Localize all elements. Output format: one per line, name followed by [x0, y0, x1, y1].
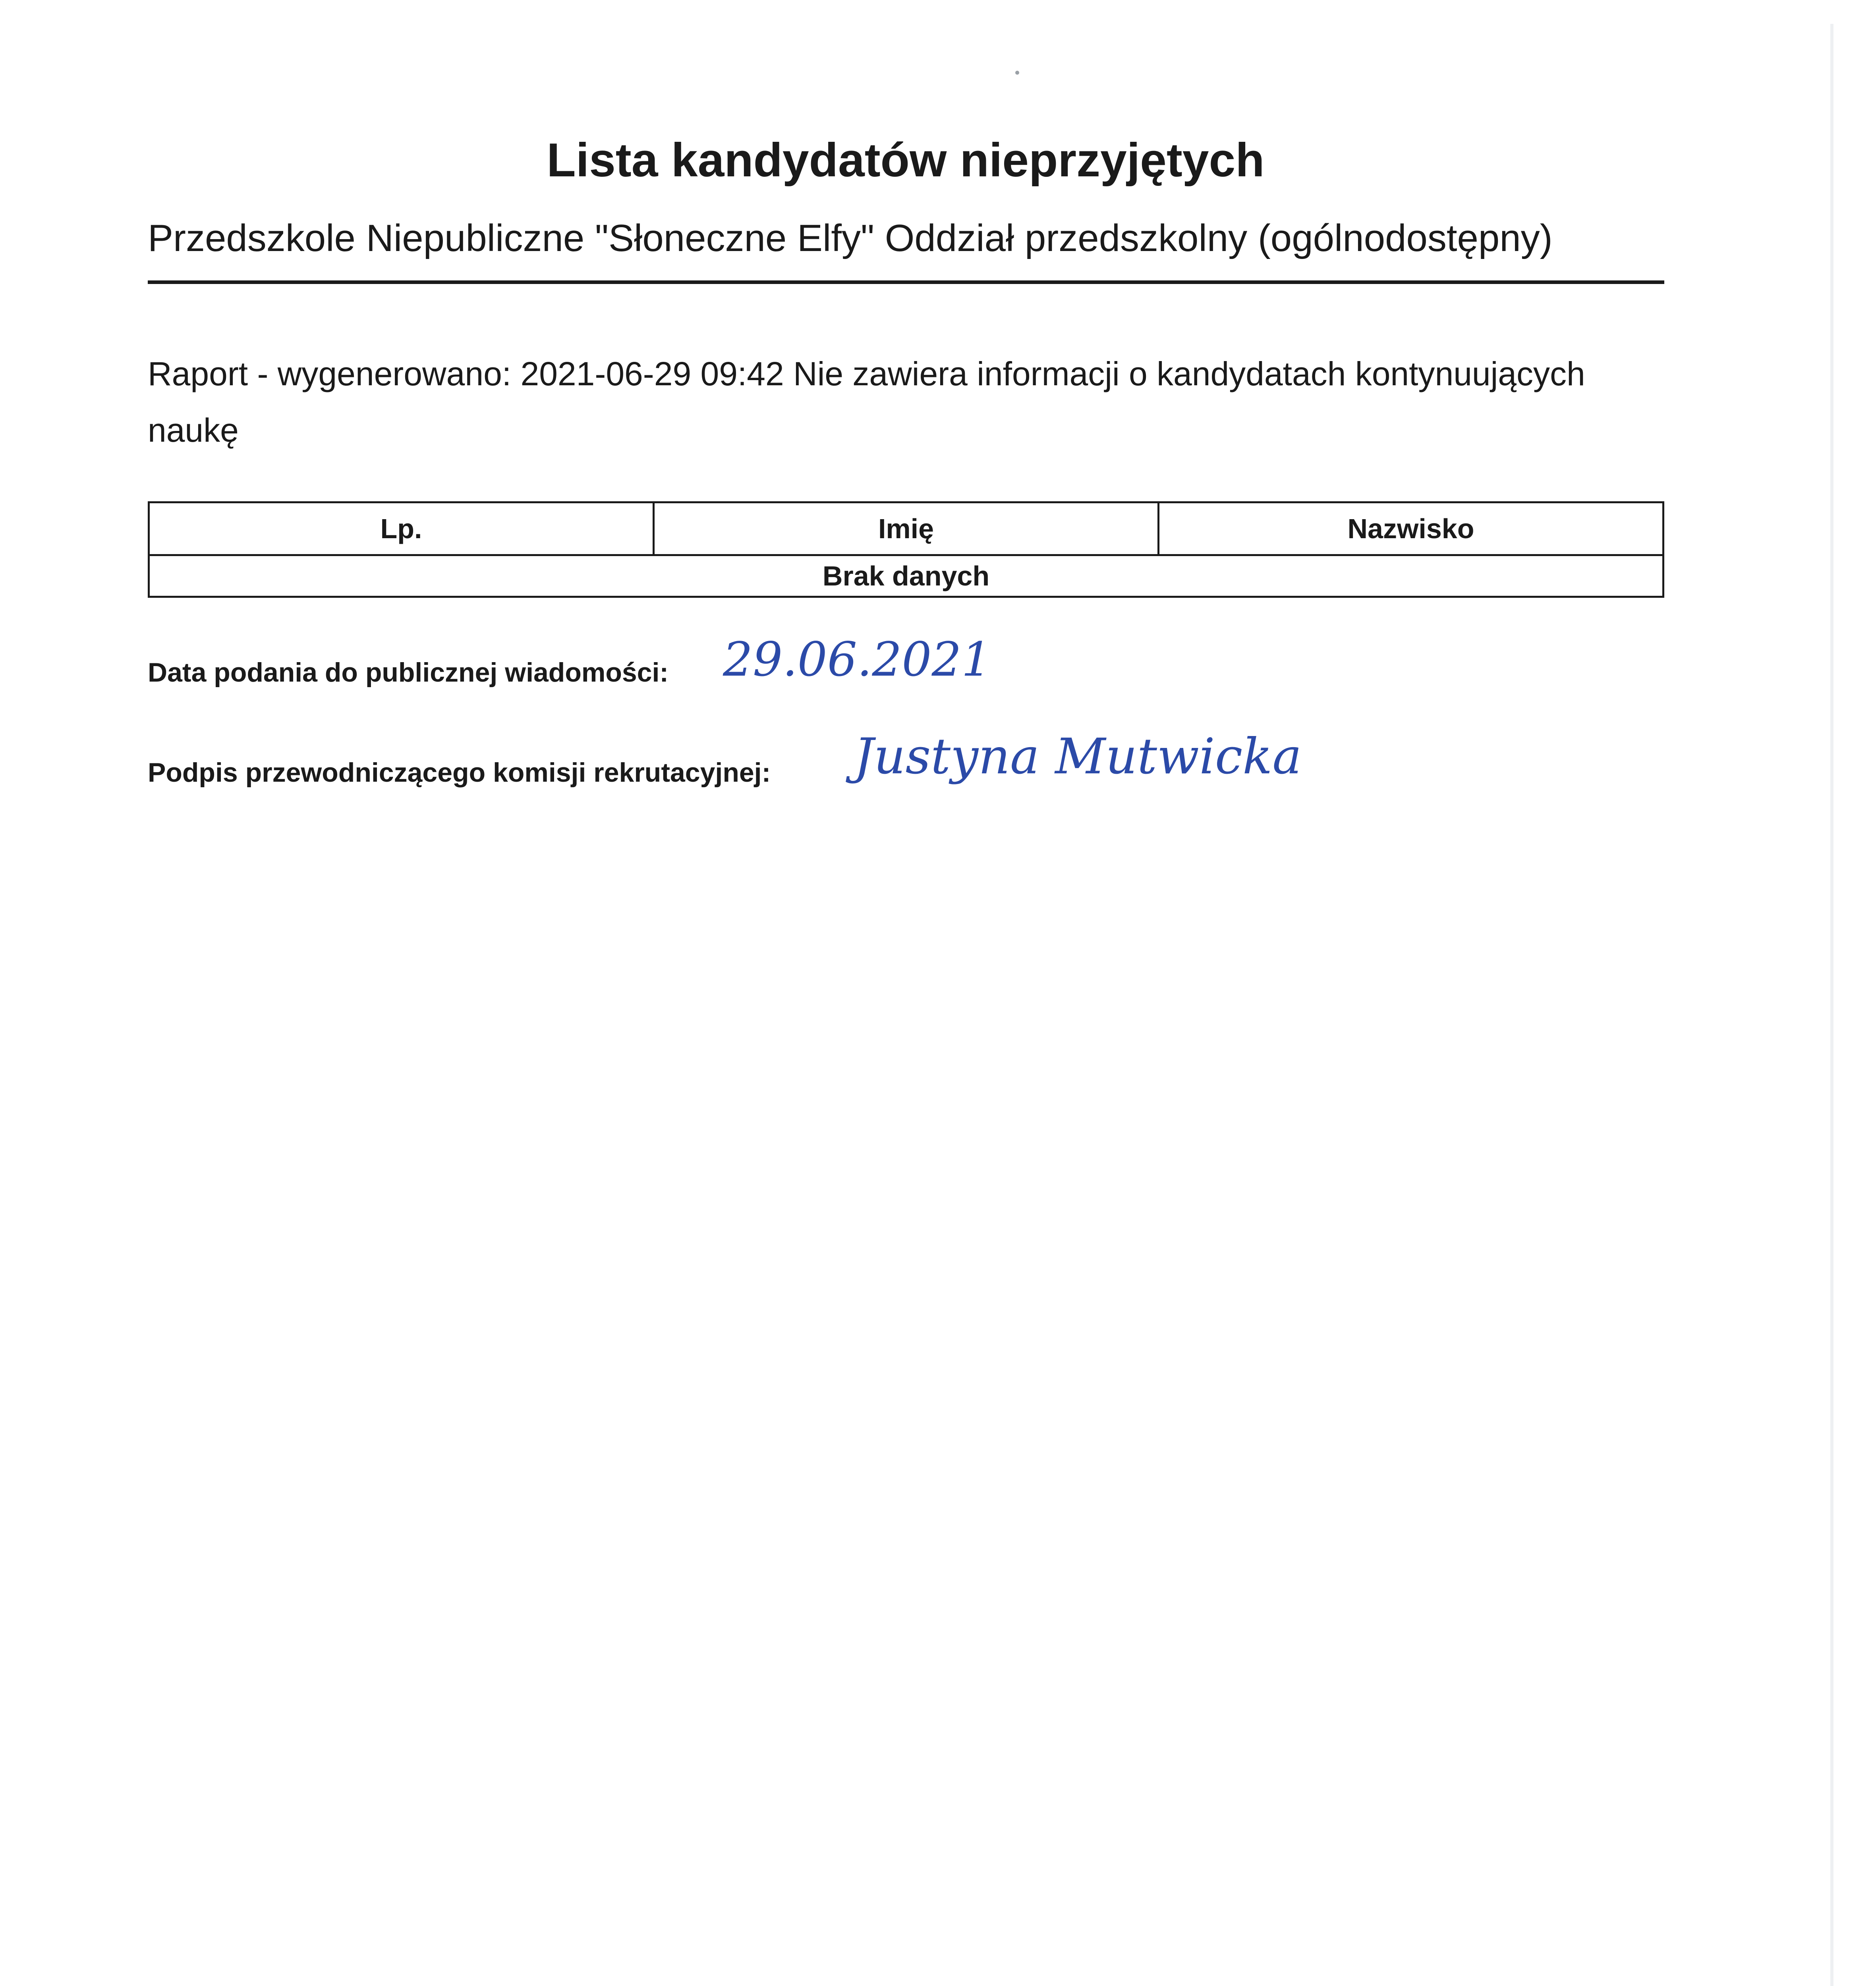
institution-subtitle: Przedszkole Niepubliczne "Słoneczne Elfy" Oddział przedszkolny (ogólnodostępny): [148, 217, 1553, 259]
column-header-lp: Lp.: [149, 502, 654, 555]
table-row: [149, 555, 1663, 597]
signature-label: Podpis przewodniczącego komisji rekrutacyjnej:: [148, 757, 771, 788]
handwritten-signature: Justyna Mutwicka: [854, 728, 1302, 785]
publication-date-label: Data podania do publicznej wiadomości:: [148, 657, 669, 688]
empty-table-message: Brak danych: [149, 555, 1663, 597]
scan-speck: [1015, 71, 1019, 75]
report-note: Raport - wygenerowano: 2021-06-29 09:42 Nie zawiera informacji o kandydatach kontynuujących naukę: [148, 355, 1585, 449]
column-header-first-name: Imię: [654, 502, 1159, 555]
document-title: Lista kandydatów nieprzyjętych: [547, 133, 1265, 187]
subtitle-block: [148, 213, 1664, 284]
candidates-table: [148, 501, 1664, 598]
table-header-row: [149, 502, 1663, 555]
column-header-last-name: Nazwisko: [1159, 502, 1663, 555]
scan-edge: [1830, 24, 1833, 1986]
handwritten-publication-date: 29.06.2021: [723, 632, 991, 687]
